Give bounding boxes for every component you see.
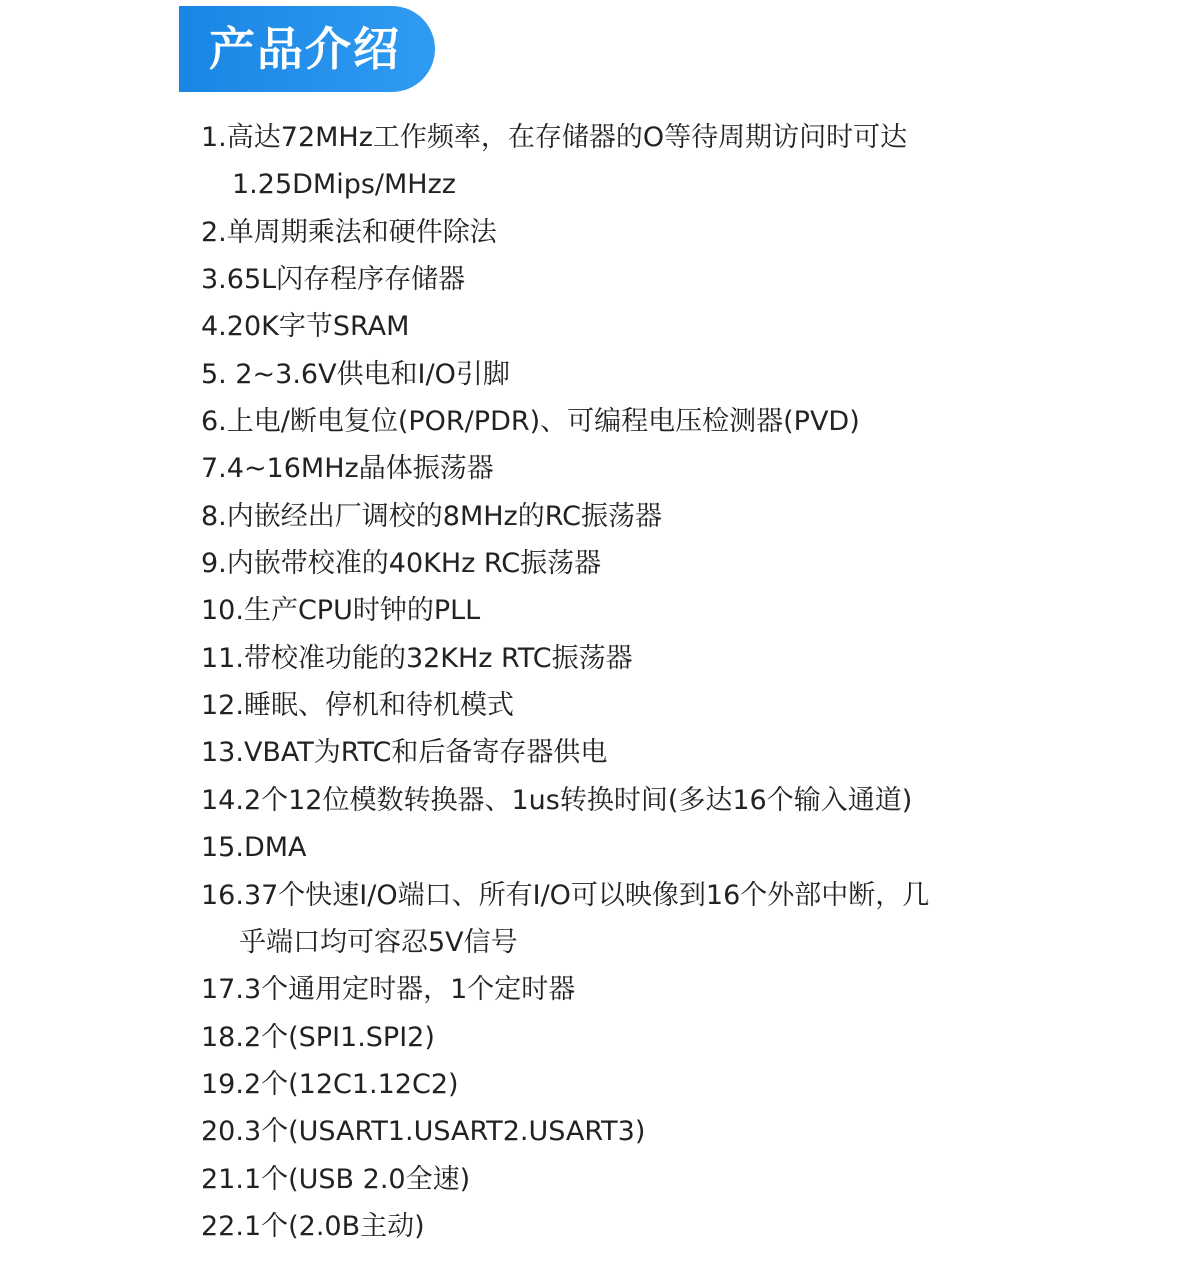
- feature-item: 1.高达72MHz工作频率，在存储器的O等待周期访问时可达: [201, 122, 908, 153]
- section-title: 产品介绍: [209, 22, 401, 76]
- feature-item: 12.睡眠、停机和待机模式: [201, 690, 514, 722]
- feature-item: 17.3个通用定时器，1个定时器: [201, 974, 576, 1006]
- feature-item: 14.2个12位模数转换器、1us转换时间(多达16个输入通道): [201, 784, 913, 816]
- feature-item: 13.VBAT为RTC和后备寄存器供电: [201, 737, 608, 769]
- feature-item: 10.生产CPU时钟的PLL: [201, 595, 481, 627]
- feature-item: 2.单周期乘法和硬件除法: [201, 216, 497, 248]
- feature-item: 21.1个(USB 2.0全速): [201, 1163, 471, 1195]
- feature-item: 20.3个(USART1.USART2.USART3): [201, 1116, 646, 1148]
- feature-item: 19.2个(12C1.12C2): [201, 1068, 459, 1100]
- feature-item: 5. 2~3.6V供电和I/O引脚: [201, 358, 510, 390]
- feature-item: 8.内嵌经出厂调校的8MHz的RC振荡器: [201, 500, 662, 532]
- feature-item: 6.上电/断电复位(POR/PDR)、可编程电压检测器(PVD): [201, 406, 860, 438]
- feature-item: 16.37个快速I/O端口、所有I/O可以映像到16个外部中断，几: [201, 879, 930, 911]
- feature-item: 3.65L闪存程序存储器: [201, 264, 466, 296]
- feature-item: 4.20K字节SRAM: [201, 311, 410, 343]
- feature-list: [201, 114, 1021, 1250]
- feature-item: 15.DMA: [201, 832, 307, 864]
- feature-item: 7.4~16MHz晶体振荡器: [201, 453, 494, 485]
- feature-item: 11.带校准功能的32KHz RTC振荡器: [201, 642, 633, 674]
- feature-item: 18.2个(SPI1.SPI2): [201, 1021, 435, 1053]
- feature-item: 9.内嵌带校准的40KHz RC振荡器: [201, 548, 602, 580]
- section-header-banner: [179, 6, 435, 92]
- feature-item-continuation: 乎端口均可容忍5V信号: [239, 926, 518, 958]
- feature-item: 22.1个(2.0B主动): [201, 1210, 425, 1242]
- feature-item-continuation: 1.25DMips/MHzz: [232, 169, 456, 201]
